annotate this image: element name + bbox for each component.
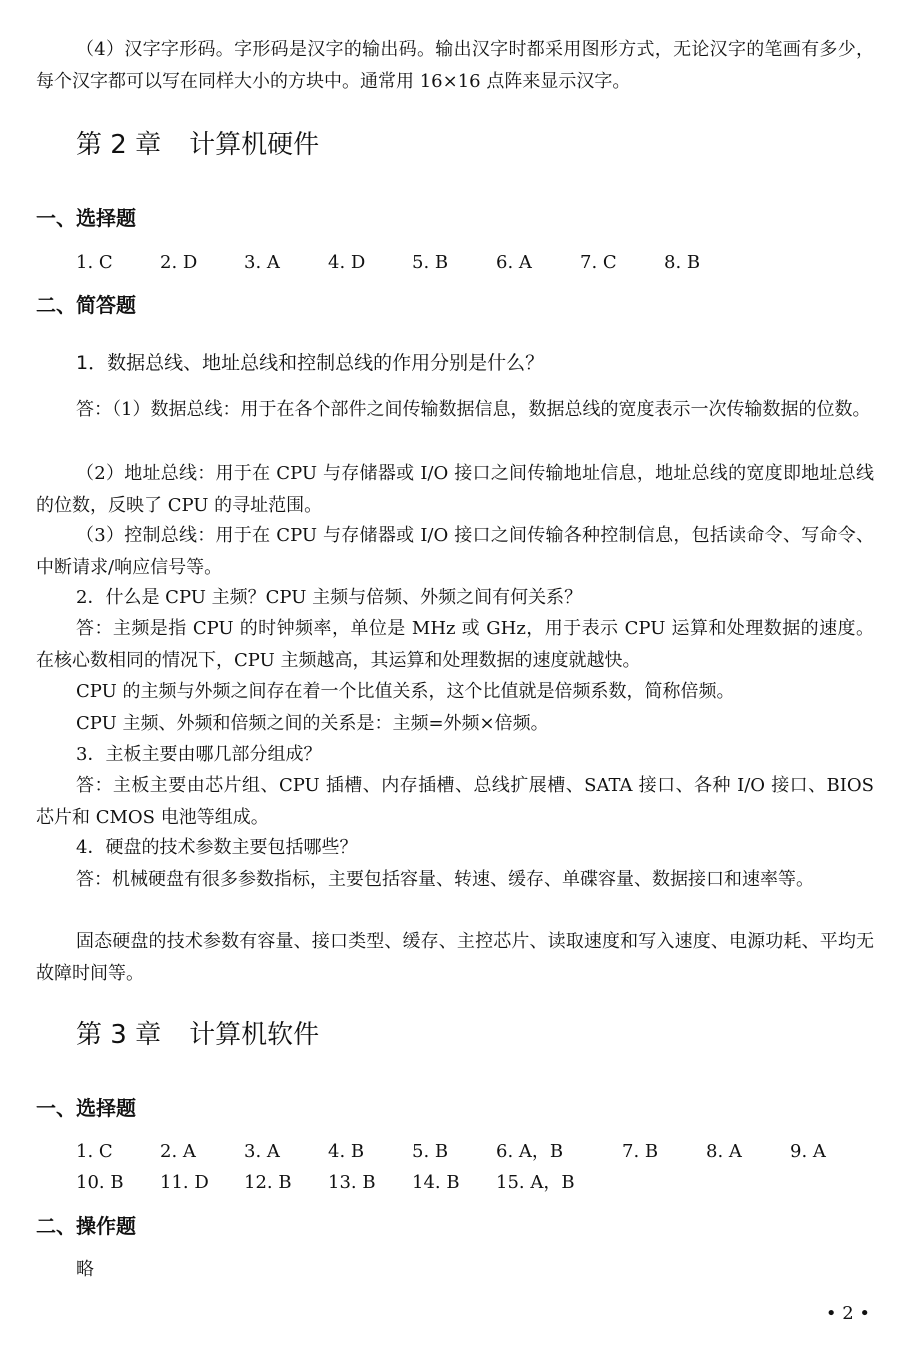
answer-item: 2. D — [160, 252, 198, 273]
ch3-section-operation-title: 二、操作题 — [36, 1214, 136, 1238]
paragraph-glyph-code: （4）汉字字形码。字形码是汉字的输出码。输出汉字时都采用图形方式，无论汉字的笔画有多少，每个汉字都可以写在同样大小的方块中。通常用 16×16 点阵来显示汉字。 — [36, 39, 874, 92]
answer-item: 8. B — [664, 252, 701, 273]
q1-answer-control-bus: （3）控制总线：用于在 CPU 与存储器或 I/O 接口之间传输各种控制信息，包括读命令、写命令、中断请求/响应信号等。 — [36, 525, 874, 578]
answer-item: 1. C — [76, 252, 113, 273]
chapter-3-title: 计算机软件 — [189, 1020, 320, 1050]
q1-answer-data-bus: 答：（1）数据总线：用于在各个部件之间传输数据信息，数据总线的宽度表示一次传输数据的位数。 — [76, 399, 871, 420]
ch2-section-choice-title: 一、选择题 — [36, 206, 136, 230]
q2-answer-ratio: CPU 的主频与外频之间存在着一个比值关系，这个比值就是倍频系数，简称倍频。 — [76, 681, 735, 702]
answer-item: 3. A — [244, 1141, 280, 1162]
q1-answer-address-bus: （2）地址总线：用于在 CPU 与存储器或 I/O 接口之间传输地址信息，地址总线的宽度即地址总线的位数，反映了 CPU 的寻址范围。 — [36, 463, 874, 516]
answer-item: 9. A — [790, 1141, 826, 1162]
page-number: • 2 • — [825, 1303, 870, 1324]
q2-answer-main-frequency: 答：主频是指 CPU 的时钟频率，单位是 MHz 或 GHz，用于表示 CPU 运算和处理数据的速度。在核心数相同的情况下，CPU 主频越高，其运算和处理数据的速度就越快。 — [36, 618, 874, 671]
ch2-section-short-answer-title: 二、简答题 — [36, 293, 136, 317]
answer-item: 6. A — [496, 252, 532, 273]
answer-item: 14. B — [412, 1172, 460, 1193]
ch3-operation-text: 略 — [76, 1259, 94, 1280]
answer-item: 11. D — [160, 1172, 209, 1193]
q3-title: 3．主板主要由哪几部分组成？ — [76, 744, 322, 765]
chapter-2-title: 计算机硬件 — [189, 130, 320, 160]
answer-item: 4. B — [328, 1141, 365, 1162]
q4-answer-ssd: 固态硬盘的技术参数有容量、接口类型、缓存、主控芯片、读取速度和写入速度、电源功耗、平均无故障时间等。 — [36, 931, 874, 984]
answer-item: 6. A，B — [496, 1141, 564, 1162]
q4-answer-hdd: 答：机械硬盘有很多参数指标，主要包括容量、转速、缓存、单碟容量、数据接口和速率等。 — [76, 869, 814, 890]
answer-item: 8. A — [706, 1141, 742, 1162]
chapter-2-heading — [76, 128, 319, 162]
answer-item: 5. B — [412, 1141, 449, 1162]
answer-item: 13. B — [328, 1172, 376, 1193]
ch3-choice-answers-row-1 — [76, 1137, 826, 1167]
ch2-choice-answers — [76, 248, 700, 278]
q2-answer-formula: CPU 主频、外频和倍频之间的关系是：主频=外频×倍频。 — [76, 713, 549, 734]
answer-item: 12. B — [244, 1172, 292, 1193]
answer-item: 7. C — [580, 252, 617, 273]
chapter-3-heading — [76, 1018, 319, 1052]
answer-item: 2. A — [160, 1141, 196, 1162]
answer-item: 7. B — [622, 1141, 659, 1162]
q2-title: 2．什么是 CPU 主频？CPU 主频与倍频、外频之间有何关系？ — [76, 587, 583, 608]
q1-title: 1．数据总线、地址总线和控制总线的作用分别是什么？ — [76, 352, 545, 374]
ch3-choice-answers-row-2 — [76, 1168, 575, 1198]
answer-item: 1. C — [76, 1141, 113, 1162]
answer-item: 4. D — [328, 252, 366, 273]
ch3-section-choice-title: 一、选择题 — [36, 1096, 136, 1120]
chapter-2-number: 第 2 章 — [76, 130, 162, 160]
q4-title: 4．硬盘的技术参数主要包括哪些？ — [76, 837, 358, 858]
answer-item: 5. B — [412, 252, 449, 273]
answer-item: 10. B — [76, 1172, 124, 1193]
answer-item: 15. A，B — [496, 1172, 575, 1193]
chapter-3-number: 第 3 章 — [76, 1020, 162, 1050]
answer-item: 3. A — [244, 252, 280, 273]
q3-answer: 答：主板主要由芯片组、CPU 插槽、内存插槽、总线扩展槽、SATA 接口、各种 I/O 接口、BIOS 芯片和 CMOS 电池等组成。 — [36, 775, 874, 828]
